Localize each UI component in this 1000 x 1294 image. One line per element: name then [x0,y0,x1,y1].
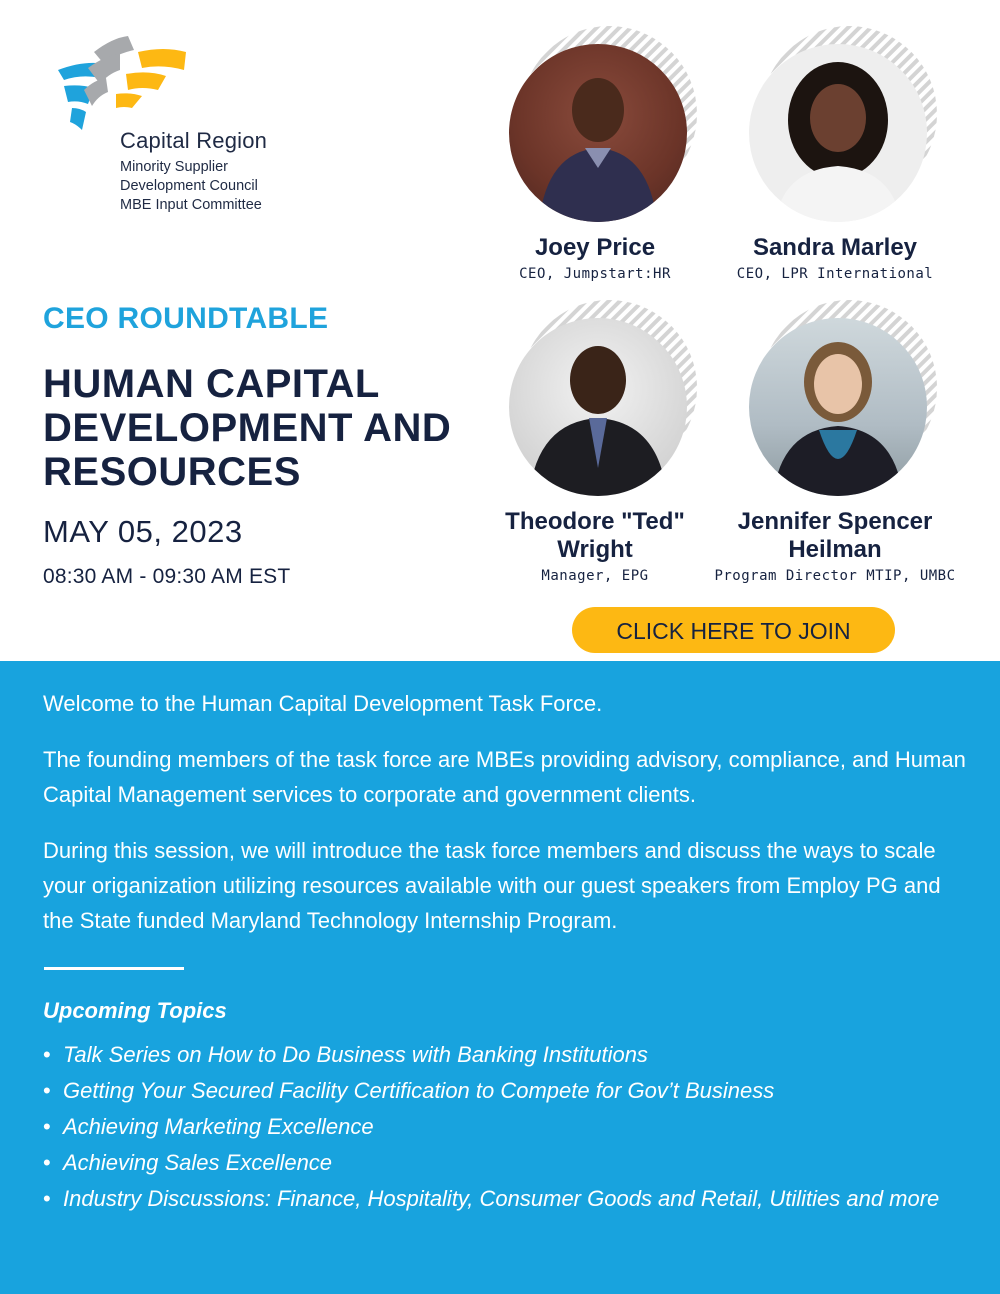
speaker-photo-joey-price [505,26,701,222]
topics-list [43,1037,943,1217]
speaker-photo-ted-wright [505,300,701,496]
event-kicker: CEO ROUNDTABLE [43,302,329,335]
speaker-name: Theodore "Ted" Wright [505,508,685,563]
session-description-text: During this session, we will introduce the task force members and discuss the ways to scale your origanization utilizing resources available with our guest speakers from Employ PG and the State funded Maryland Technology Internship Program. [43,838,941,933]
topic-item [43,1073,943,1109]
avatar [509,44,687,222]
speaker-role: CEO, LPR International [736,266,934,282]
logo-line: Minority Supplier [120,159,228,175]
event-headline: HUMAN CAPITAL DEVELOPMENT AND RESOURCES [43,362,452,494]
avatar [749,318,927,496]
speaker-name: Joey Price [534,234,656,261]
topic-text: Achieving Sales Excellence [63,1150,333,1175]
topic-text: Talk Series on How to Do Business with Banking Institutions [63,1042,648,1067]
event-date: MAY 05, 2023 [43,514,243,549]
speaker-role: CEO, Jumpstart:HR [519,266,671,282]
speaker-photo-sandra-marley [745,26,941,222]
speaker-name: Jennifer Spencer Heilman [737,508,933,563]
topic-item [43,1109,943,1145]
topic-item [43,1145,943,1181]
speaker-name: Sandra Marley [752,234,918,261]
welcome-text: Welcome to the Human Capital Development Task Force. [43,691,603,716]
topic-item [43,1037,943,1073]
topic-text: Achieving Marketing Excellence [63,1114,374,1139]
avatar [749,44,927,222]
organization-logo [54,34,294,224]
logo-line: MBE Input Committee [120,197,262,213]
speaker-card [700,508,970,584]
speaker-role: Program Director MTIP, UMBC [714,568,956,584]
bullet-icon: • [43,1150,51,1175]
speaker-photo-jennifer-spencer-heilman [745,300,941,496]
join-button[interactable]: CLICK HERE TO JOIN [572,607,895,653]
bullet-icon: • [43,1114,51,1139]
founding-members-text: The founding members of the task force are MBEs providing advisory, compliance, and Human Capital Management services to corporate and government clients. [43,747,966,807]
speaker-card [460,234,730,282]
logo-text [120,128,267,215]
bullet-icon: • [43,1186,51,1211]
avatar [509,318,687,496]
description-panel [0,661,1000,1294]
bullet-icon: • [43,1078,51,1103]
logo-title: Capital Region [120,128,268,153]
topics-heading: Upcoming Topics [43,998,227,1023]
bullet-icon: • [43,1042,51,1067]
divider [44,967,184,970]
speaker-card [700,234,970,282]
speaker-card [460,508,730,584]
logo-mark [54,34,204,134]
topic-text: Industry Discussions: Finance, Hospitality, Consumer Goods and Retail, Utilities and more [63,1186,940,1211]
event-time: 08:30 AM - 09:30 AM EST [43,565,291,588]
topic-item [43,1181,943,1217]
speaker-role: Manager, EPG [541,568,649,584]
topic-text: Getting Your Secured Facility Certification to Compete for Gov’t Business [63,1078,775,1103]
logo-line: Development Council [120,178,258,194]
